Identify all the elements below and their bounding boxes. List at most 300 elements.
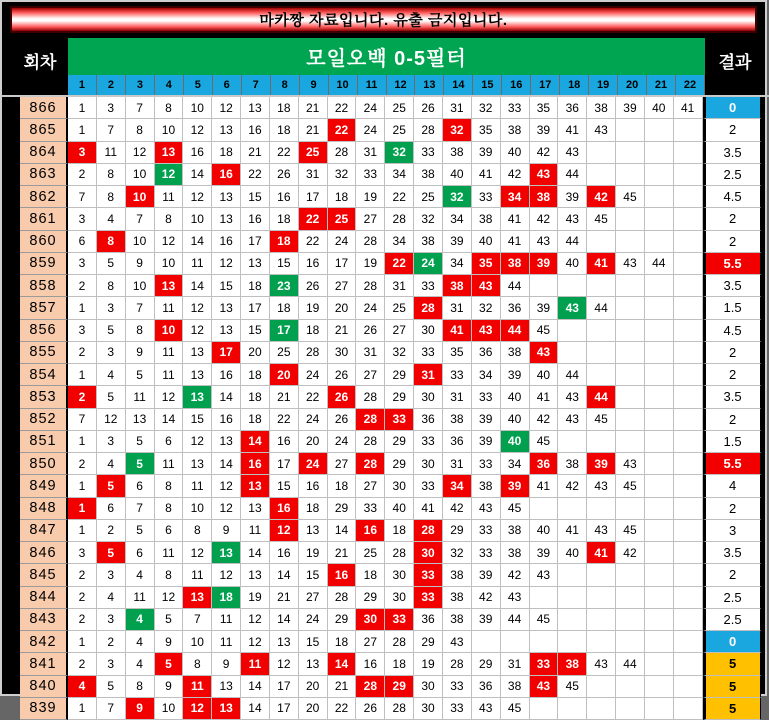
number-cell: 31: [443, 297, 472, 319]
number-cell: 43: [530, 564, 559, 586]
number-cell: 35: [530, 97, 559, 119]
number-cell: 10: [183, 97, 212, 119]
number-cell: 27: [328, 453, 357, 475]
number-cell: 18: [241, 275, 270, 297]
data-row: [20, 231, 764, 253]
number-cell: 27: [299, 587, 328, 609]
number-cell: 13: [299, 653, 328, 675]
number-cell: 39: [472, 142, 501, 164]
number-cell: [558, 698, 587, 720]
number-cell: 13: [212, 431, 241, 453]
number-cell: [616, 297, 645, 319]
number-cell: 22: [270, 409, 299, 431]
number-cell: 30: [414, 453, 443, 475]
number-cell: [587, 564, 616, 586]
number-cell: 38: [443, 142, 472, 164]
number-cell: 27: [328, 275, 357, 297]
number-cell: 15: [212, 275, 241, 297]
round-cell: 844: [20, 587, 68, 609]
number-cell: 33: [414, 142, 443, 164]
number-cell: 15: [241, 320, 270, 342]
number-cell: 8: [126, 676, 155, 698]
number-cell: [558, 609, 587, 631]
number-cell: 28: [328, 587, 357, 609]
number-cell: 34: [501, 186, 530, 208]
number-cell: 34: [443, 475, 472, 497]
number-cell: 1: [68, 520, 97, 542]
result-cell: 2: [703, 409, 761, 431]
result-cell: 5: [703, 698, 761, 720]
number-cell: [616, 609, 645, 631]
number-cell: 14: [183, 164, 212, 186]
number-cell: 20: [299, 431, 328, 453]
number-cell: 1: [68, 475, 97, 497]
number-cell: 33: [414, 431, 443, 453]
number-cell: 45: [587, 208, 616, 230]
number-cell: [645, 676, 674, 698]
number-cell: 6: [126, 475, 155, 497]
number-cell: 16: [299, 253, 328, 275]
number-cell: 24: [299, 453, 328, 475]
number-cell: [558, 564, 587, 586]
filter-title: 모일오백 0-5필터: [306, 48, 467, 70]
number-cell: 45: [616, 475, 645, 497]
number-cell: 22: [385, 186, 414, 208]
number-cell: [645, 409, 674, 431]
number-cell: 16: [270, 498, 299, 520]
number-cell: [616, 498, 645, 520]
number-cell: [645, 364, 674, 386]
number-cell: 30: [414, 698, 443, 720]
number-cell: 7: [126, 297, 155, 319]
number-cell: 20: [299, 698, 328, 720]
number-cell: 38: [587, 97, 616, 119]
number-cell: [645, 297, 674, 319]
number-cell: 44: [501, 320, 530, 342]
number-cell: 9: [126, 698, 155, 720]
number-cell: 9: [212, 653, 241, 675]
number-cell: 13: [126, 409, 155, 431]
number-cell: [616, 431, 645, 453]
number-cell: 8: [126, 320, 155, 342]
number-cell: 25: [270, 342, 299, 364]
number-cell: 45: [501, 698, 530, 720]
number-cell: 2: [97, 631, 126, 653]
number-cell: [558, 320, 587, 342]
number-cell: 19: [356, 186, 385, 208]
number-cell: [645, 119, 674, 141]
number-cell: 40: [385, 498, 414, 520]
number-cell: [674, 208, 703, 230]
number-cell: 8: [183, 653, 212, 675]
number-cell: [616, 587, 645, 609]
number-cell: 18: [241, 386, 270, 408]
number-cell: 26: [299, 275, 328, 297]
number-cell: 3: [97, 564, 126, 586]
number-cell: 28: [414, 119, 443, 141]
number-cell: 39: [501, 475, 530, 497]
number-cell: 11: [183, 676, 212, 698]
number-cell: 39: [530, 297, 559, 319]
number-cell: 33: [443, 698, 472, 720]
filter-title-banner: [68, 38, 705, 75]
number-cell: 18: [241, 364, 270, 386]
round-cell: 840: [20, 676, 68, 698]
number-cell: 11: [183, 564, 212, 586]
number-cell: 16: [328, 564, 357, 586]
number-cell: [616, 698, 645, 720]
number-cell: [674, 186, 703, 208]
result-cell: 2: [703, 564, 761, 586]
number-cell: 6: [155, 520, 184, 542]
number-cell: 36: [414, 609, 443, 631]
number-cell: [587, 164, 616, 186]
number-cell: 26: [356, 320, 385, 342]
number-cell: 10: [155, 320, 184, 342]
round-cell: 839: [20, 698, 68, 720]
number-cell: 36: [414, 409, 443, 431]
number-cell: 42: [472, 587, 501, 609]
number-cell: 39: [443, 231, 472, 253]
number-cell: 14: [155, 409, 184, 431]
column-header: 20: [618, 75, 647, 95]
column-header: 6: [213, 75, 242, 95]
number-cell: 38: [472, 475, 501, 497]
number-cell: [587, 431, 616, 453]
number-cell: 17: [270, 676, 299, 698]
number-cell: 45: [530, 320, 559, 342]
number-cell: [616, 364, 645, 386]
number-cell: 7: [126, 97, 155, 119]
number-cell: 17: [328, 253, 357, 275]
number-cell: 32: [472, 97, 501, 119]
number-cell: 13: [183, 587, 212, 609]
number-cell: 40: [558, 542, 587, 564]
number-cell: 21: [299, 119, 328, 141]
number-cell: 28: [414, 520, 443, 542]
number-cell: 2: [68, 164, 97, 186]
number-cell: [645, 275, 674, 297]
number-cell: 5: [126, 520, 155, 542]
number-cell: 29: [328, 609, 357, 631]
data-row: [20, 475, 764, 497]
round-cell: 865: [20, 119, 68, 141]
column-header: 1: [68, 75, 97, 95]
number-cell: 28: [356, 275, 385, 297]
number-column-headers: [68, 75, 705, 95]
number-cell: 2: [68, 342, 97, 364]
number-cell: 30: [414, 320, 443, 342]
number-cell: 13: [212, 119, 241, 141]
number-cell: 18: [328, 186, 357, 208]
data-row: [20, 297, 764, 319]
number-cell: 8: [97, 164, 126, 186]
number-cell: 12: [212, 498, 241, 520]
data-row: [20, 164, 764, 186]
number-cell: 33: [385, 409, 414, 431]
number-cell: [587, 142, 616, 164]
number-cell: 19: [241, 587, 270, 609]
column-header: 21: [647, 75, 676, 95]
number-cell: 34: [385, 231, 414, 253]
number-cell: 32: [472, 297, 501, 319]
number-cell: 26: [270, 164, 299, 186]
number-cell: 16: [212, 364, 241, 386]
number-cell: 43: [443, 631, 472, 653]
number-cell: [645, 609, 674, 631]
number-cell: [558, 631, 587, 653]
number-cell: 12: [212, 97, 241, 119]
number-cell: 25: [356, 542, 385, 564]
number-cell: 43: [587, 653, 616, 675]
number-cell: 14: [270, 609, 299, 631]
result-cell: 2: [703, 498, 761, 520]
number-cell: 31: [299, 164, 328, 186]
number-cell: 5: [97, 676, 126, 698]
result-cell: 3.5: [703, 386, 761, 408]
number-cell: 28: [414, 297, 443, 319]
result-cell: 2: [703, 231, 761, 253]
round-cell: 857: [20, 297, 68, 319]
number-cell: 17: [212, 342, 241, 364]
number-cell: 42: [530, 142, 559, 164]
number-cell: 24: [299, 364, 328, 386]
number-cell: 23: [270, 275, 299, 297]
number-cell: 12: [155, 587, 184, 609]
data-row: [20, 386, 764, 408]
round-cell: 861: [20, 208, 68, 230]
number-cell: 13: [212, 542, 241, 564]
number-cell: 18: [212, 587, 241, 609]
number-cell: 43: [530, 231, 559, 253]
number-cell: [616, 676, 645, 698]
number-cell: 39: [530, 119, 559, 141]
number-cell: 18: [270, 208, 299, 230]
number-cell: [674, 676, 703, 698]
number-cell: [645, 231, 674, 253]
number-cell: [530, 698, 559, 720]
number-cell: 15: [270, 475, 299, 497]
column-header: 15: [473, 75, 502, 95]
number-cell: 14: [183, 275, 212, 297]
number-cell: [645, 498, 674, 520]
number-cell: 33: [472, 542, 501, 564]
number-cell: 40: [501, 386, 530, 408]
result-cell: 2: [703, 364, 761, 386]
number-cell: [674, 409, 703, 431]
data-row: [20, 431, 764, 453]
number-cell: [645, 653, 674, 675]
number-cell: [674, 542, 703, 564]
number-cell: 44: [558, 164, 587, 186]
number-cell: 14: [212, 386, 241, 408]
round-cell: 849: [20, 475, 68, 497]
data-row: [20, 564, 764, 586]
number-cell: [645, 542, 674, 564]
number-cell: 43: [501, 587, 530, 609]
number-cell: 12: [155, 231, 184, 253]
column-header: 18: [560, 75, 589, 95]
number-cell: 7: [97, 698, 126, 720]
number-cell: 22: [328, 698, 357, 720]
number-cell: 29: [385, 431, 414, 453]
number-cell: 16: [212, 409, 241, 431]
number-cell: 9: [212, 520, 241, 542]
number-cell: 36: [530, 453, 559, 475]
number-cell: 26: [356, 698, 385, 720]
number-cell: [674, 631, 703, 653]
number-cell: 12: [126, 142, 155, 164]
number-cell: 15: [299, 564, 328, 586]
number-cell: [530, 587, 559, 609]
number-cell: 43: [558, 297, 587, 319]
number-cell: [674, 364, 703, 386]
number-cell: 26: [414, 97, 443, 119]
number-cell: 7: [68, 409, 97, 431]
number-cell: 41: [674, 97, 703, 119]
result-cell: 0: [703, 631, 761, 653]
number-cell: [587, 231, 616, 253]
number-cell: 3: [97, 342, 126, 364]
number-cell: [616, 320, 645, 342]
round-cell: 856: [20, 320, 68, 342]
number-cell: 38: [501, 520, 530, 542]
number-cell: 38: [443, 587, 472, 609]
number-cell: 22: [299, 208, 328, 230]
number-cell: [674, 164, 703, 186]
number-cell: [645, 587, 674, 609]
round-cell: 860: [20, 231, 68, 253]
number-cell: 2: [97, 520, 126, 542]
number-cell: 7: [126, 498, 155, 520]
number-cell: 6: [155, 431, 184, 453]
number-cell: 45: [501, 498, 530, 520]
number-cell: 12: [212, 475, 241, 497]
number-cell: 41: [443, 320, 472, 342]
number-cell: 5: [126, 431, 155, 453]
round-cell: 853: [20, 386, 68, 408]
number-cell: [587, 498, 616, 520]
round-cell: 847: [20, 520, 68, 542]
number-cell: 44: [587, 386, 616, 408]
number-cell: 43: [616, 253, 645, 275]
number-cell: 5: [97, 386, 126, 408]
round-cell: 855: [20, 342, 68, 364]
number-cell: 43: [472, 498, 501, 520]
number-cell: 33: [414, 275, 443, 297]
number-cell: 5: [97, 320, 126, 342]
number-cell: 21: [328, 320, 357, 342]
number-cell: 16: [299, 475, 328, 497]
number-cell: 11: [155, 297, 184, 319]
number-cell: 28: [356, 453, 385, 475]
number-cell: 41: [558, 119, 587, 141]
number-cell: 32: [385, 142, 414, 164]
number-cell: 4: [126, 564, 155, 586]
number-cell: 14: [270, 564, 299, 586]
number-cell: 30: [385, 564, 414, 586]
number-cell: [674, 475, 703, 497]
number-cell: 4: [126, 631, 155, 653]
data-row: [20, 520, 764, 542]
data-row: [20, 542, 764, 564]
number-cell: 38: [472, 208, 501, 230]
number-cell: 31: [443, 386, 472, 408]
number-cell: 6: [97, 498, 126, 520]
number-cell: [674, 431, 703, 453]
number-cell: [674, 698, 703, 720]
number-cell: [587, 320, 616, 342]
number-cell: 45: [530, 431, 559, 453]
number-cell: 28: [385, 542, 414, 564]
number-cell: 15: [183, 409, 212, 431]
column-header: 9: [300, 75, 329, 95]
number-cell: 32: [443, 186, 472, 208]
number-cell: 33: [472, 186, 501, 208]
number-cell: 3: [97, 297, 126, 319]
result-cell: 5: [703, 653, 761, 675]
number-cell: 2: [68, 653, 97, 675]
number-cell: 38: [530, 186, 559, 208]
number-cell: 29: [328, 498, 357, 520]
result-cell: 5.5: [703, 253, 761, 275]
number-cell: 17: [270, 698, 299, 720]
number-cell: 3: [97, 609, 126, 631]
number-cell: 18: [328, 631, 357, 653]
number-cell: 13: [183, 364, 212, 386]
table-body: [20, 97, 764, 717]
number-cell: 13: [241, 253, 270, 275]
number-cell: 32: [328, 164, 357, 186]
number-cell: 38: [414, 164, 443, 186]
number-cell: 16: [356, 520, 385, 542]
number-cell: 22: [328, 97, 357, 119]
number-cell: 4: [68, 676, 97, 698]
number-cell: [645, 386, 674, 408]
result-cell: 1.5: [703, 297, 761, 319]
number-cell: 11: [97, 142, 126, 164]
result-cell: 2: [703, 342, 761, 364]
number-cell: 11: [155, 542, 184, 564]
number-cell: 44: [501, 275, 530, 297]
number-cell: 41: [530, 475, 559, 497]
number-cell: 33: [443, 676, 472, 698]
number-cell: 22: [328, 119, 357, 141]
number-cell: 34: [472, 364, 501, 386]
round-cell: 845: [20, 564, 68, 586]
number-cell: 12: [183, 186, 212, 208]
number-cell: 28: [385, 631, 414, 653]
round-column-header: 회차: [23, 53, 57, 72]
number-cell: 1: [68, 364, 97, 386]
number-cell: 1: [68, 119, 97, 141]
round-cell: 850: [20, 453, 68, 475]
number-cell: 32: [385, 342, 414, 364]
number-cell: 27: [385, 320, 414, 342]
number-cell: 39: [501, 364, 530, 386]
data-row: [20, 208, 764, 230]
number-cell: 13: [212, 320, 241, 342]
number-cell: 28: [299, 342, 328, 364]
number-cell: 42: [530, 409, 559, 431]
number-cell: 12: [183, 320, 212, 342]
data-row: [20, 275, 764, 297]
number-cell: 38: [443, 275, 472, 297]
number-cell: 16: [241, 453, 270, 475]
number-cell: [587, 676, 616, 698]
number-cell: 43: [472, 320, 501, 342]
number-cell: [645, 520, 674, 542]
